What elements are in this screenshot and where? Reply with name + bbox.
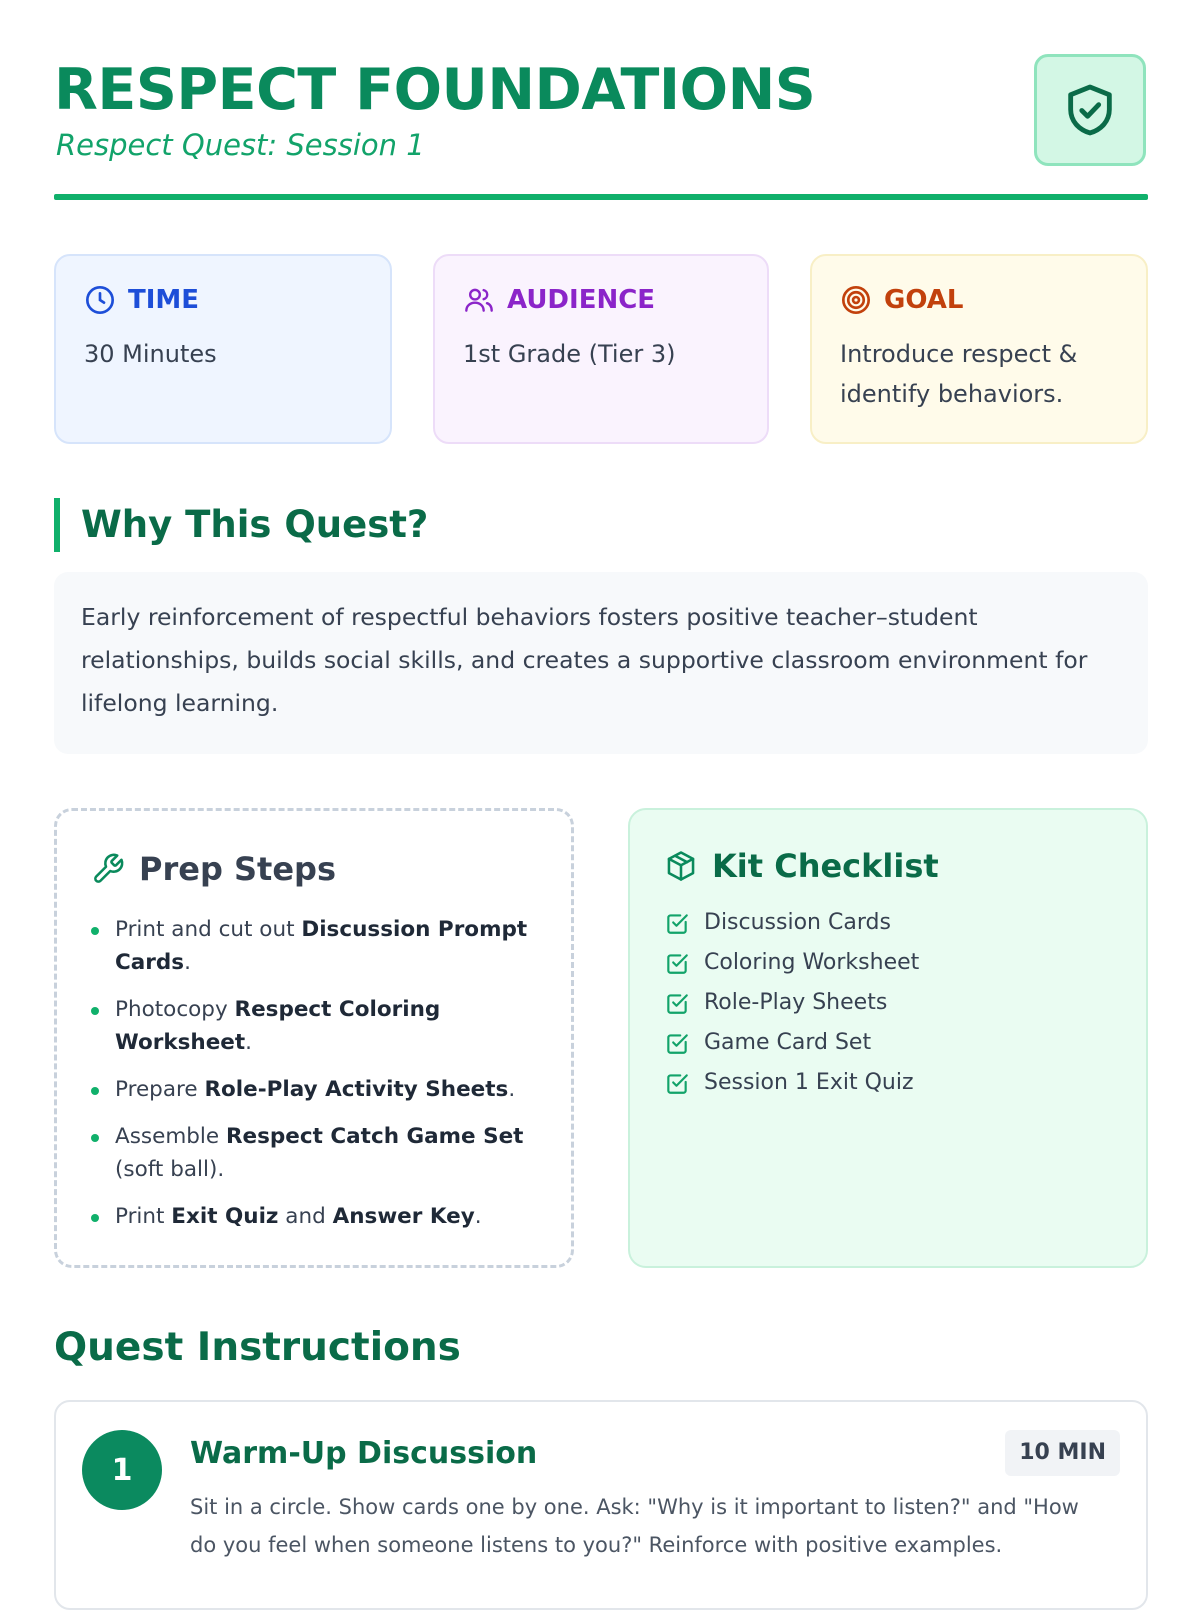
step-title: Warm-Up Discussion	[190, 1436, 538, 1471]
audience-card	[433, 254, 769, 444]
audience-label: AUDIENCE	[507, 285, 656, 315]
kit-item: Discussion Cards	[664, 908, 1112, 938]
checkbox-checked-icon	[664, 1030, 690, 1056]
kit-heading: Kit Checklist	[712, 847, 939, 885]
prep-item: Photocopy Respect Coloring Worksheet.	[91, 993, 537, 1059]
checkbox-checked-icon	[664, 910, 690, 936]
checkbox-checked-icon	[664, 1070, 690, 1096]
time-card	[54, 254, 392, 444]
goal-card	[810, 254, 1148, 444]
package-icon	[664, 849, 698, 883]
time-label: TIME	[128, 285, 200, 315]
kit-checklist-panel	[628, 808, 1148, 1268]
step-number: 1	[82, 1430, 162, 1510]
clock-icon	[84, 284, 116, 316]
shield-badge	[1034, 54, 1146, 166]
goal-value: Introduce respect & identify behaviors.	[840, 340, 1078, 408]
why-heading: Why This Quest?	[54, 498, 428, 552]
instruction-step	[54, 1400, 1148, 1610]
checkbox-checked-icon	[664, 990, 690, 1016]
kit-item: Role-Play Sheets	[664, 988, 1112, 1018]
kit-list	[664, 908, 1112, 1098]
prep-item: Assemble Respect Catch Game Set (soft ball).	[91, 1120, 537, 1186]
page-subtitle: Respect Quest: Session 1	[56, 128, 425, 162]
prep-item: Print and cut out Discussion Prompt Cards.	[91, 913, 537, 979]
target-icon	[840, 284, 872, 316]
prep-item: Print Exit Quiz and Answer Key.	[91, 1200, 537, 1233]
kit-item: Coloring Worksheet	[664, 948, 1112, 978]
header-divider	[54, 194, 1148, 200]
shield-check-icon	[1061, 81, 1119, 139]
instructions-heading: Quest Instructions	[54, 1325, 461, 1370]
page-title: RESPECT FOUNDATIONS	[54, 57, 816, 123]
time-value: 30 Minutes	[84, 340, 217, 368]
step-description: Sit in a circle. Show cards one by one. Ask: "Why is it important to listen?" and "How do you feel when someone listens to you?" Reinforce with positive examples.	[190, 1495, 1079, 1557]
kit-item: Session 1 Exit Quiz	[664, 1068, 1112, 1098]
why-text: Early reinforcement of respectful behaviors fosters positive teacher–student relationships, builds social skills, and creates a supportive classroom environment for lifelong learning.	[54, 572, 1148, 754]
audience-value: 1st Grade (Tier 3)	[463, 340, 676, 368]
goal-label: GOAL	[884, 285, 964, 315]
prep-item: Prepare Role-Play Activity Sheets.	[91, 1073, 537, 1106]
prep-list	[91, 913, 537, 1233]
prep-steps-panel	[54, 808, 574, 1268]
page-header	[54, 50, 1148, 200]
kit-item: Game Card Set	[664, 1028, 1112, 1058]
prep-heading: Prep Steps	[139, 850, 336, 888]
wrench-icon	[91, 852, 125, 886]
checkbox-checked-icon	[664, 950, 690, 976]
step-duration-badge: 10 MIN	[1005, 1430, 1120, 1476]
users-icon	[463, 284, 495, 316]
